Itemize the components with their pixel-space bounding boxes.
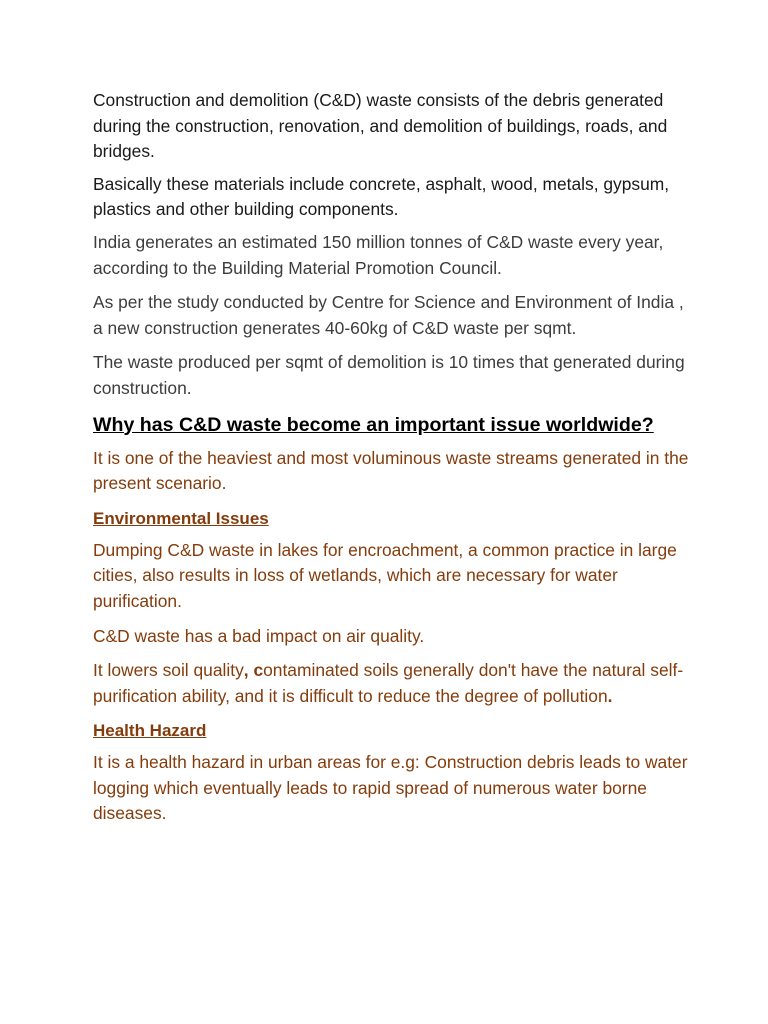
soil-text-rest: ontaminated soils generally don't have the natural self-purification ability, and it is difficult to reduce the degree of pollution: [93, 660, 684, 706]
question-heading: Why has C&D waste become an important issue worldwide?: [93, 413, 654, 436]
answer-paragraph: It is one of the heaviest and most voluminous waste streams generated in the present scenario.: [93, 447, 689, 494]
intro-paragraph-india-stats: India generates an estimated 150 million tonnes of C&D waste every year, according to the Building Material Promotion Council.: [93, 231, 664, 278]
health-paragraph: It is a health hazard in urban areas for e.g: Construction debris leads to water logging which eventually leads to rapid spread of numerous water borne diseases.: [93, 752, 688, 824]
soil-bold-period: .: [607, 685, 613, 706]
intro-paragraph-cse-study: As per the study conducted by Centre for Science and Environment of India , a new construction generates 40-60kg of C&D waste per sqmt.: [93, 292, 684, 338]
health-hazard-heading: Health Hazard: [93, 721, 207, 741]
environmental-issues-heading: Environmental Issues: [93, 508, 269, 528]
environmental-paragraph-air: C&D waste has a bad impact on air quality.: [93, 625, 425, 646]
intro-paragraph-materials: Basically these materials include concrete, asphalt, wood, metals, gypsum, plastics and other building components.: [93, 173, 670, 220]
environmental-paragraph-soil: [93, 658, 693, 709]
intro-paragraph-definition: Construction and demolition (C&D) waste consists of the debris generated during the construction, renovation, and demolition of buildings, roads, and bridges.: [93, 90, 668, 162]
soil-bold-comma: , c: [243, 660, 264, 681]
document-page: [93, 88, 693, 836]
environmental-paragraph-lakes: Dumping C&D waste in lakes for encroachment, a common practice in large cities, also results in loss of wetlands, which are necessary for water purification.: [93, 539, 677, 611]
intro-paragraph-demolition: The waste produced per sqmt of demolition is 10 times that generated during construction.: [93, 352, 685, 398]
soil-text-start: It lowers soil quality: [93, 660, 244, 681]
